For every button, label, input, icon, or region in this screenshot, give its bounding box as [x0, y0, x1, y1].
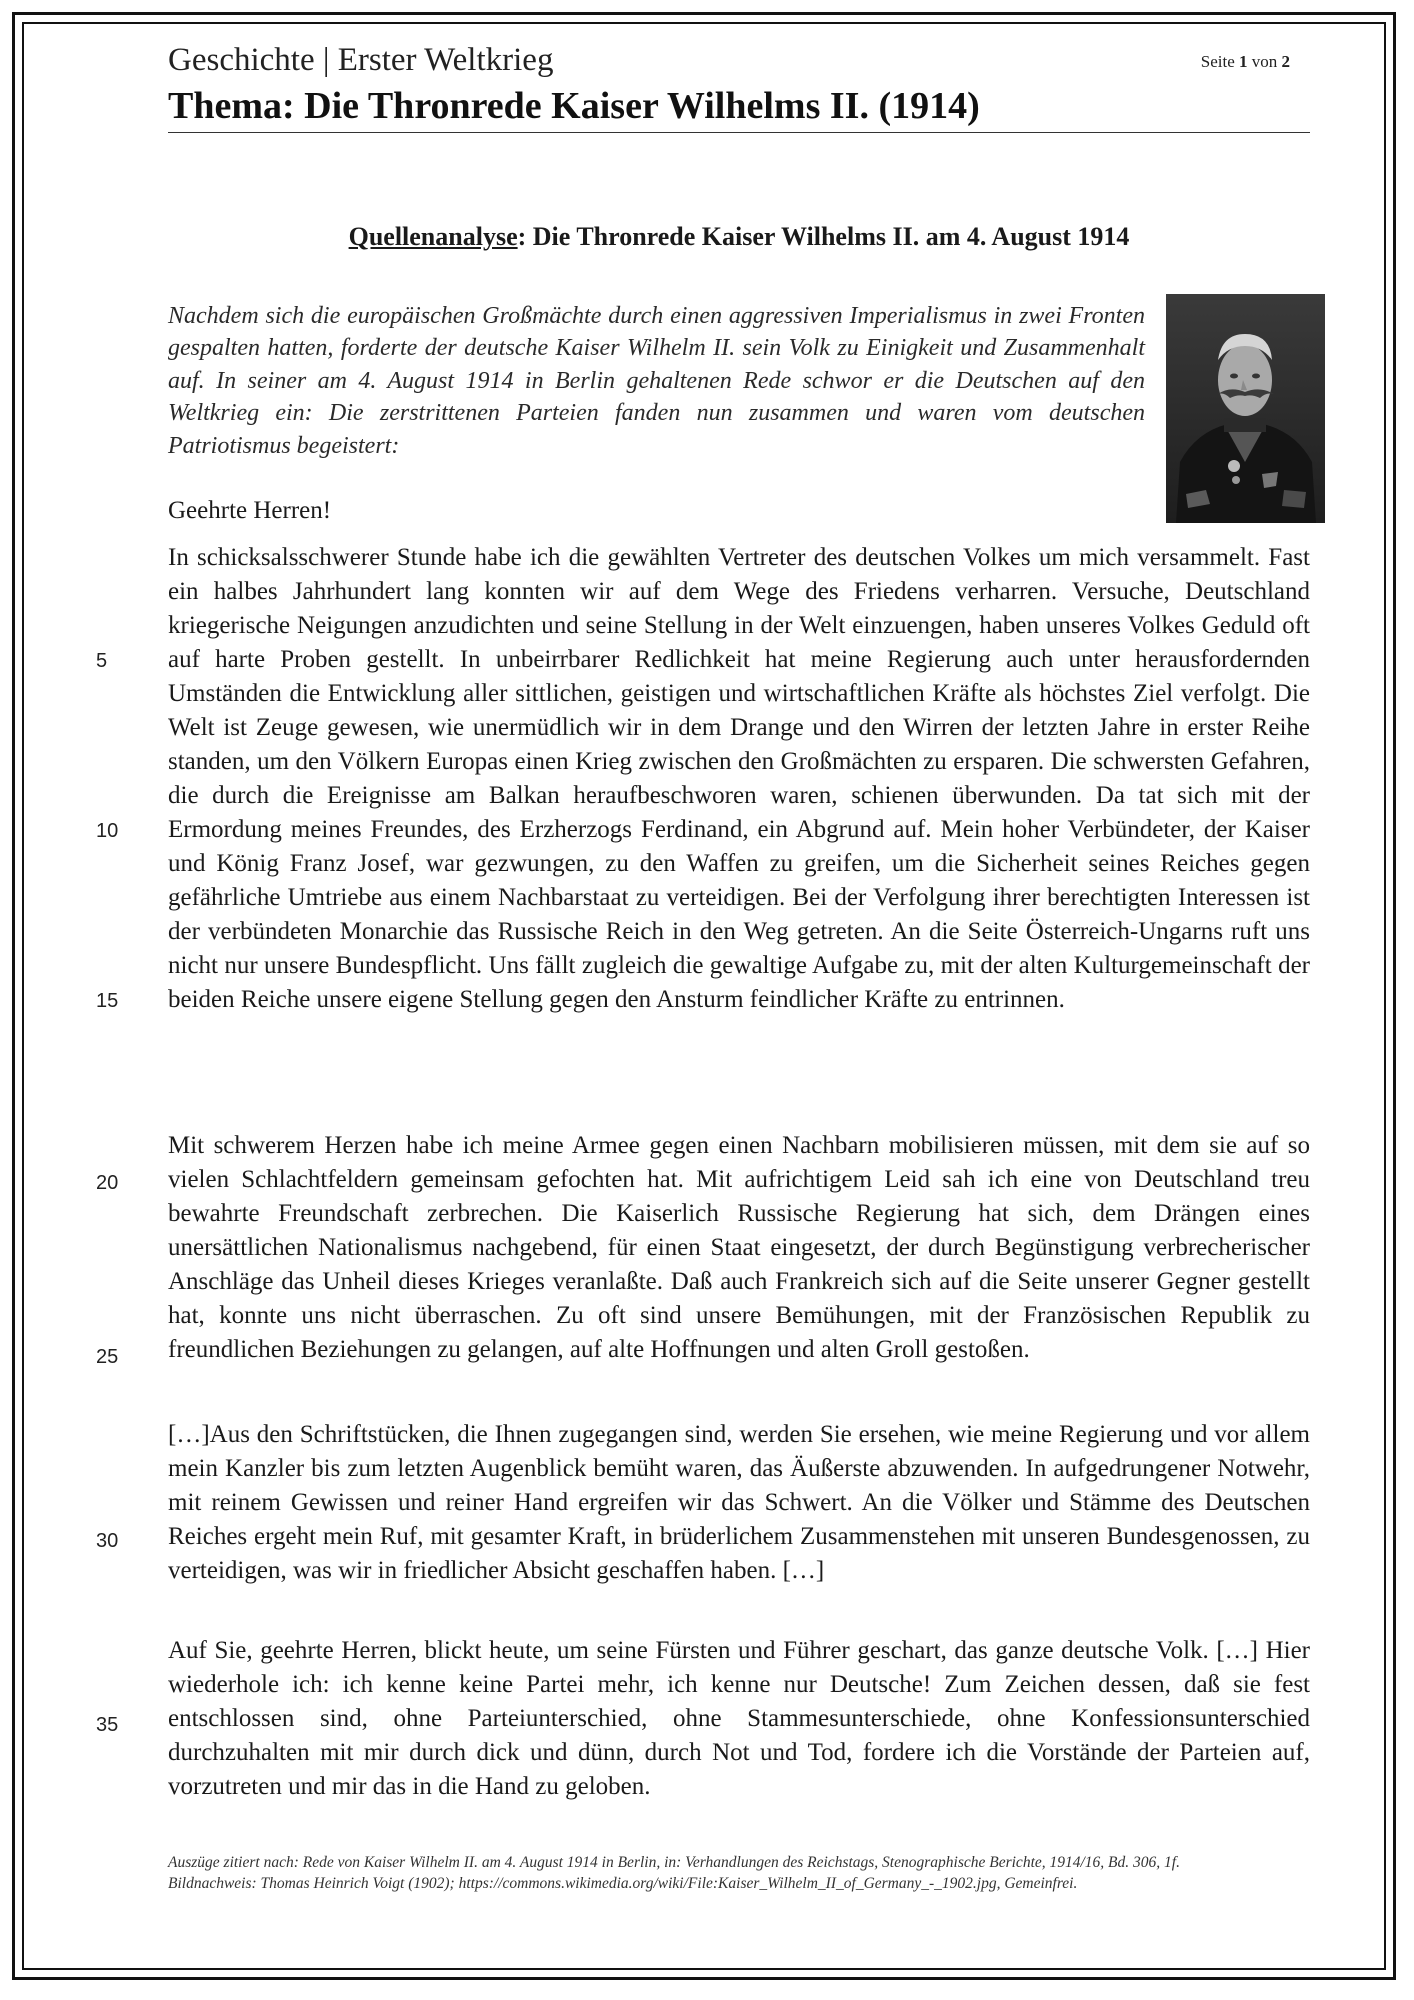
page-label: Seite [1200, 52, 1235, 71]
source-title-underlined: Quellenanalyse [348, 222, 518, 251]
intro-text: Nachdem sich die europäischen Großmächte durch einen aggressiven Imperialismus in zwei Fronten gespalten hatten, forderte der deutsche Kaiser Wilhelm II. sein Volk zu Einigkeit und Zusammenhalt auf. In seiner am 4. August 1914 in Berlin gehaltenen Rede schwor er die Deutschen auf den Weltkrieg ein: Die zerstrittenen Parteien fanden nun zusammen und waren vom deutschen Patriotismus begeistert: [168, 303, 1145, 459]
portrait-photo [1166, 294, 1325, 523]
speech-paragraph-4: Auf Sie, geehrte Herren, blickt heute, um seine Fürsten und Führer geschart, das ganze deutsche Volk. […] Hier wiederhole ich: ich kenne keine Partei mehr, ich kenne nur Deutsche! Zum Zeichen dessen, daß sie fest entschlossen sind, ohne Parteiunterschied, ohne Stammesunterschiede, ohne Konfessionsunterschied durchzuhalten mit mir durch dick und dünn, durch Not und Tod, fordere ich die Vorstände der Parteien auf, vorzutreten und mir das in die Hand zu geloben. [168, 1637, 1310, 1800]
line-number: 35 [96, 1714, 119, 1736]
page-indicator [1201, 52, 1290, 72]
source-title [168, 220, 1310, 254]
page-of: von [1251, 52, 1278, 71]
speech-paragraph-3: […]Aus den Schriftstücken, die Ihnen zugegangen sind, werden Sie ersehen, wie meine Regierung und vor allem mein Kanzler bis zum letzten Augenblick bemüht waren, das Äußerste abzuwenden. In aufgedrungener Notwehr, mit reinem Gewissen und reiner Hand ergreifen wir das Schwert. An die Völker und Stämme des Deutschen Reiches ergeht mein Ruf, mit gesamter Kraft, in brüderlichem Zusammenstehen mit unseren Bundesgenossen, zu verteidigen, was wir in friedlicher Absicht geschaffen haben. […] [168, 1421, 1310, 1584]
page-total: 2 [1281, 52, 1290, 71]
portrait-image [1166, 294, 1325, 523]
subject-line: Geschichte | Erster Weltkrieg [168, 42, 554, 78]
page-current: 1 [1239, 52, 1248, 71]
speech-paragraph-2: Mit schwerem Herzen habe ich meine Armee gegen einen Nachbarn mobilisieren müssen, mit dem sie auf so vielen Schlachtfeldern gemeinsam gefochten hat. Mit aufrichtigem Leid sah ich eine von Deutschland treu bewahrte Freundschaft zerbrechen. Die Kaiserlich Russische Regierung hat sich, dem Drängen eines unersättlichen Nationalismus nachgebend, für einen Staat eingesetzt, der durch Begünstigung verbrecherischer Anschläge das Unheil dieses Krieges veranlaßte. Daß auch Frankreich sich auf die Seite unserer Gegner gestellt hat, konnte uns nicht überraschen. Zu oft sind unsere Bemühungen, mit der Französischen Republik zu freundlichen Beziehungen zu gelangen, auf alte Hoffnungen und alten Groll gestoßen. [168, 1132, 1310, 1363]
speech-paragraph-1: In schicksalsschwerer Stunde habe ich die gewählten Vertreter des deutschen Volkes um mich versammelt. Fast ein halbes Jahrhundert lang konnten wir auf dem Wege des Friedens verharren. Versuche, Deutschland kriegerische Neigungen anzudichten und seine Stellung in der Welt einzuengen, haben unseres Volkes Geduld oft auf harte Proben gestellt. In unbeirrbarer Redlichkeit hat meine Regierung auch unter herausfordernden Umständen die Entwicklung aller sittlichen, geistigen und wirtschaftlichen Kräfte als höchstes Ziel verfolgt. Die Welt ist Zeuge gewesen, wie unermüdlich wir in dem Drange und den Wirren der letzten Jahre in erster Reihe standen, um den Völkern Europas einen Krieg zwischen den Großmächten zu ersparen. Die schwersten Gefahren, die durch die Ereignisse am Balkan heraufbeschworen waren, schienen überwunden. Da tat sich mit der Ermordung meines Freundes, des Erzherzogs Ferdinand, ein Abgrund auf. Mein hoher Verbündeter, der Kaiser und König Franz Josef, war gezwungen, zu den Waffen zu greifen, um die Sicherheit seines Reiches gegen gefährliche Umtriebe aus einem Nachbarstaat zu verteidigen. Bei der Verfolgung ihrer berechtigten Interessen ist der verbündeten Monarchie das Russische Reich in den Weg getreten. An die Seite Österreich-Ungarns ruft uns nicht nur unsere Bundespflicht. Uns fällt zugleich die gewaltige Aufgabe zu, mit der alten Kulturgemeinschaft der beiden Reiche unsere eigene Stellung gegen den Ansturm feindlicher Kräfte zu entrinnen. [168, 544, 1310, 1013]
footer-notes [168, 1852, 1310, 1894]
line-number: 20 [96, 1172, 119, 1194]
line-number: 25 [96, 1346, 119, 1368]
salutation: Geehrte Herren! [168, 497, 332, 524]
page-header [168, 38, 1310, 133]
line-number: 15 [96, 990, 119, 1012]
image-credit: Bildnachweis: Thomas Heinrich Voigt (1902); https://commons.wikimedia.org/wiki/File:Kaiser_Wilhelm_II_of_Germany_-_1902.jpg, Gemeinfrei. [168, 1875, 1078, 1892]
line-number: 30 [96, 1530, 119, 1552]
page-title: Thema: Die Thronrede Kaiser Wilhelms II. (1914) [168, 85, 980, 127]
line-number: 5 [96, 650, 108, 672]
line-number: 10 [96, 820, 119, 842]
citation-note: Auszüge zitiert nach: Rede von Kaiser Wilhelm II. am 4. August 1914 in Berlin, in: Verhandlungen des Reichstags, Stenographische Berichte, 1914/16, Bd. 306, 1f. [168, 1854, 1180, 1871]
source-title-rest: : Die Thronrede Kaiser Wilhelms II. am 4. August 1914 [517, 222, 1130, 251]
